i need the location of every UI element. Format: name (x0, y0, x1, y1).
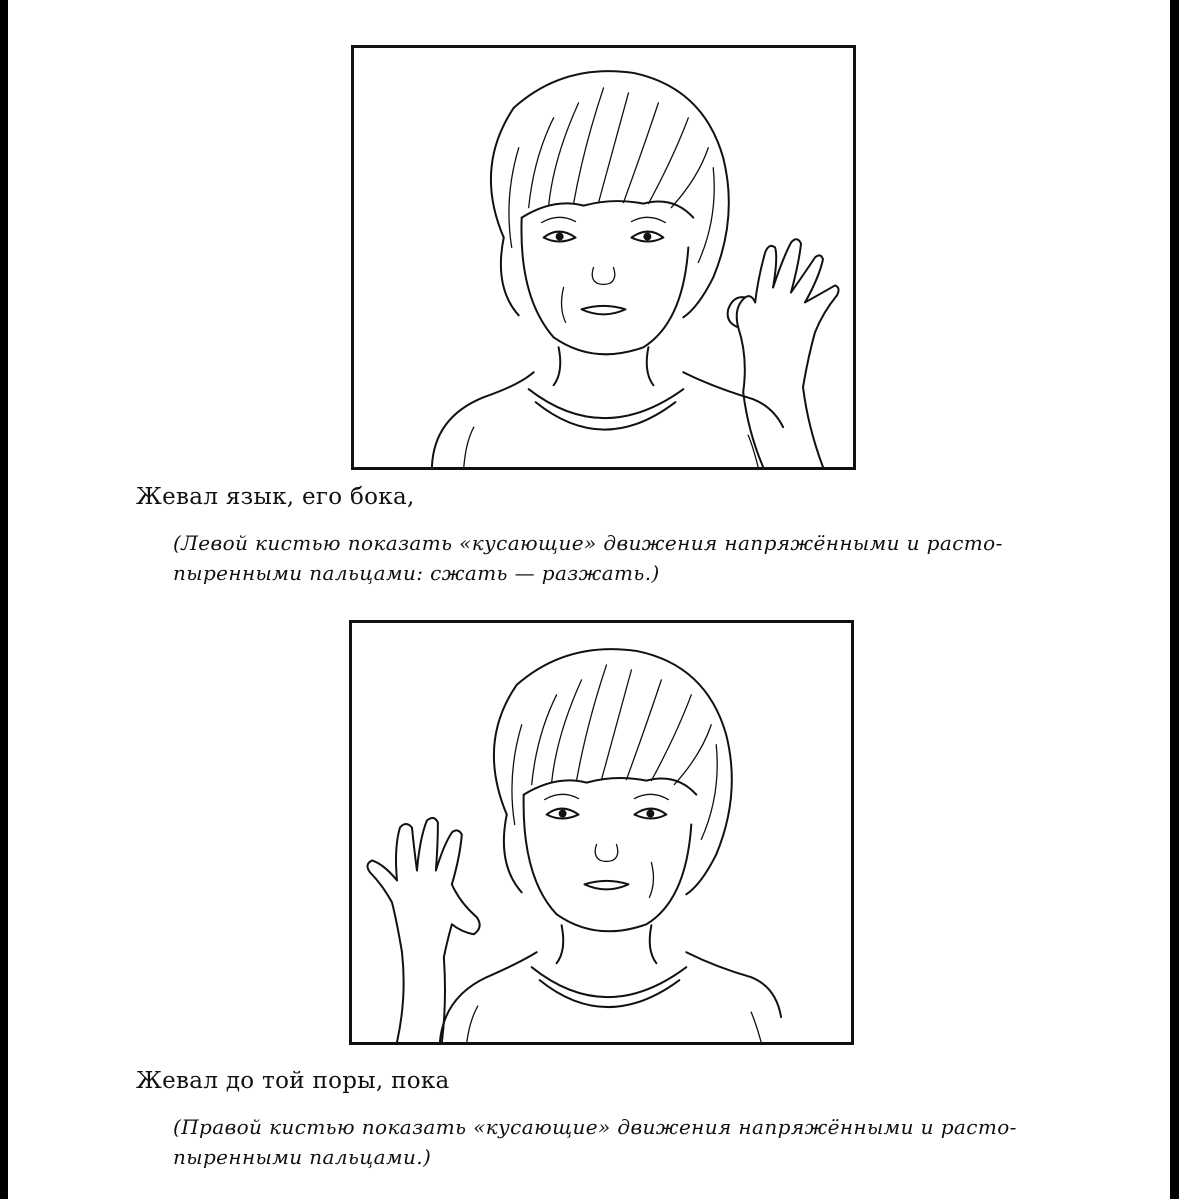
document-page (8, 0, 1170, 1199)
girl-raising-left-hand-illustration (354, 48, 853, 467)
verse-line: Жевал до той поры, пока (136, 1068, 450, 1094)
verse-line: Жевал язык, его бока, (136, 484, 415, 510)
instruction-line: пыренными пальцами: сжать — разжать.) (173, 561, 660, 585)
instruction-note (173, 528, 1073, 588)
girl-raising-right-hand-illustration (352, 623, 851, 1042)
instruction-line: (Правой кистью показать «кусающие» движения напряжёнными и расто- (173, 1115, 1017, 1139)
instruction-line: (Левой кистью показать «кусающие» движения напряжёнными и расто- (173, 531, 1003, 555)
instruction-note (173, 1112, 1073, 1172)
illustration-girl-hand-left (349, 620, 854, 1045)
instruction-line: пыренными пальцами.) (173, 1145, 432, 1169)
illustration-girl-hand-right (351, 45, 856, 470)
